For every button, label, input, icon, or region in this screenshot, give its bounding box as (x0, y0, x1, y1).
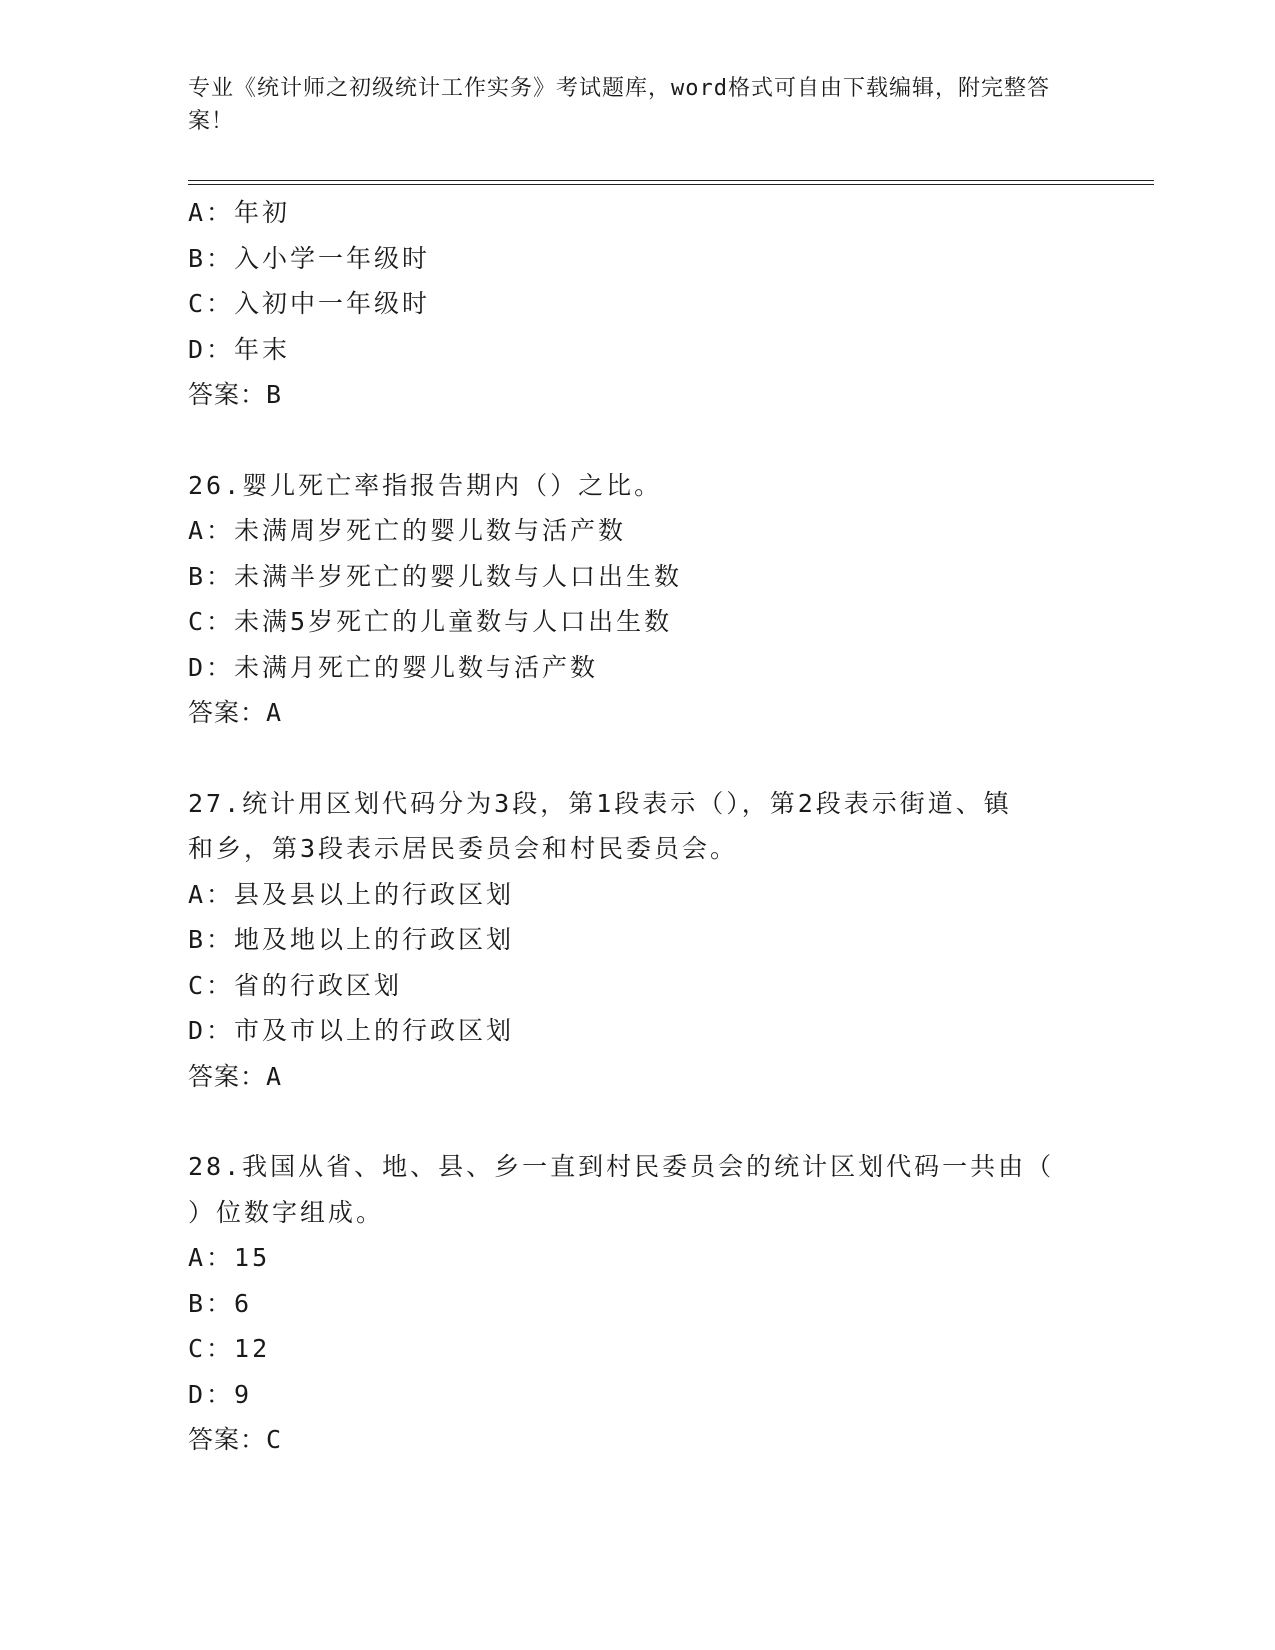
answer: 答案：A (188, 698, 283, 727)
page-header-text: 专业《统计师之初级统计工作实务》考试题库，word格式可自由下载编辑，附完整答案！ (188, 76, 1050, 134)
header-divider (188, 180, 1154, 185)
spacer (188, 418, 1088, 463)
spacer (188, 736, 1088, 781)
answer: 答案：A (188, 1061, 283, 1091)
option-c: C：入初中一年级时 (188, 289, 431, 318)
option-c: C：省的行政区划 (188, 970, 403, 1000)
question-stem-line-2: ）位数字组成。 (188, 1197, 385, 1227)
question-stem-line-1: 28.我国从省、地、县、乡一直到村民委员会的统计区划代码一共由（ (188, 1152, 1055, 1181)
option-d: D：市及市以上的行政区划 (188, 1016, 515, 1045)
spacer (188, 1099, 1088, 1144)
question-stem-line-2: 和乡，第3段表示居民委员会和村民委员会。 (188, 834, 739, 863)
option-b: B：地及地以上的行政区划 (188, 925, 515, 954)
question-26 (188, 463, 1088, 736)
option-d: D：9 (188, 1379, 253, 1409)
question-25 (188, 190, 1088, 418)
question-28 (188, 1144, 1088, 1463)
option-b: B：6 (188, 1288, 253, 1318)
option-d: D：未满月死亡的婴儿数与活产数 (188, 652, 599, 682)
option-b: B：未满半岁死亡的婴儿数与人口出生数 (188, 561, 683, 591)
question-stem-line-1: 27.统计用区划代码分为3段，第1段表示（），第2段表示街道、镇 (188, 788, 1012, 818)
option-b: B：入小学一年级时 (188, 243, 431, 273)
option-d: D：年末 (188, 334, 291, 364)
option-a: A：15 (188, 1243, 271, 1272)
option-a: A：年初 (188, 198, 291, 227)
option-a: A：未满周岁死亡的婴儿数与活产数 (188, 516, 627, 545)
option-a: A：县及县以上的行政区划 (188, 879, 515, 909)
question-stem: 26.婴儿死亡率指报告期内（）之比。 (188, 470, 663, 500)
option-c: C：12 (188, 1334, 271, 1363)
answer: 答案：C (188, 1425, 283, 1454)
question-27 (188, 781, 1088, 1100)
question-content (188, 190, 1088, 1463)
answer: 答案：B (188, 380, 283, 409)
option-c: C：未满5岁死亡的儿童数与人口出生数 (188, 607, 673, 636)
